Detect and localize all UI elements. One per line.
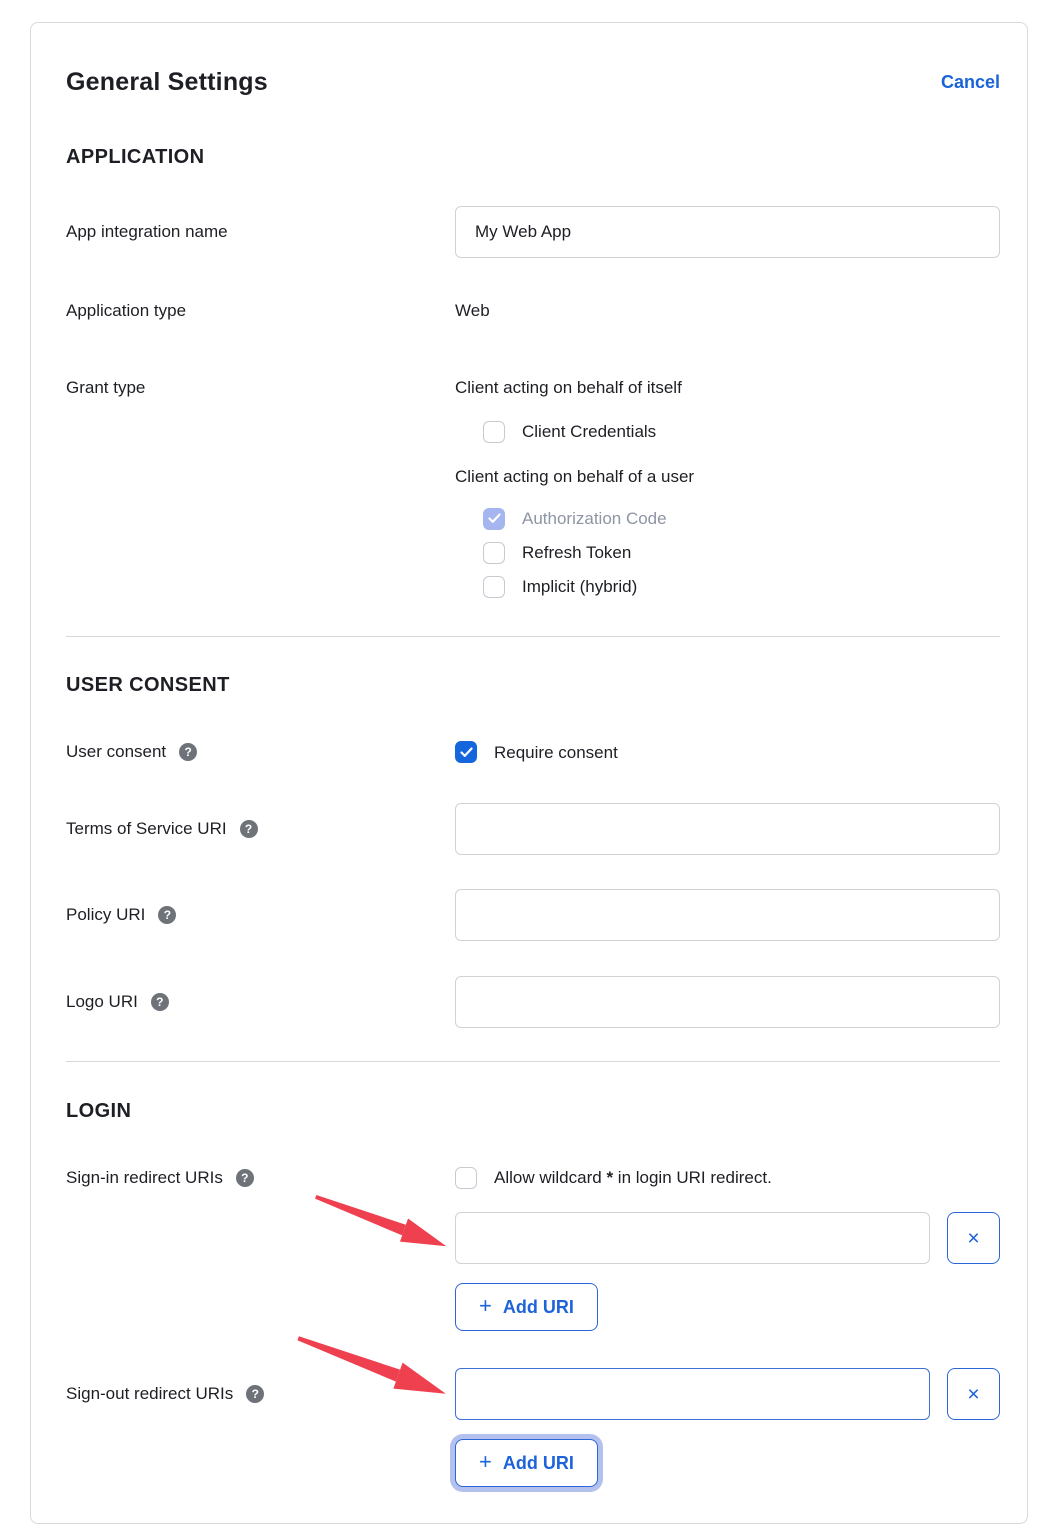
client-credentials-checkbox[interactable] [483, 421, 505, 443]
sign-out-redirect-uri-input[interactable] [455, 1368, 930, 1420]
refresh-token-checkbox[interactable] [483, 542, 505, 564]
section-divider [66, 1061, 1000, 1062]
terms-of-service-uri-input[interactable] [455, 803, 1000, 855]
add-sign-out-uri-button[interactable] [455, 1439, 598, 1487]
logo-uri-label: Logo URI [66, 992, 138, 1011]
close-icon: × [967, 1226, 980, 1250]
section-heading-login: LOGIN [66, 1100, 132, 1122]
add-uri-button-label: Add URI [502, 1452, 574, 1473]
allow-wildcard-checkbox[interactable] [455, 1167, 477, 1189]
require-consent-checkbox[interactable] [455, 741, 477, 763]
policy-uri-label: Policy URI [66, 905, 146, 924]
client-credentials-label: Client Credentials [522, 422, 657, 441]
form-row-policy-uri [66, 889, 1000, 941]
checkbox-row-refresh-token [483, 541, 1000, 564]
checkbox-row-require-consent [455, 741, 1000, 764]
sign-in-uri-row [455, 1212, 1000, 1264]
help-icon[interactable]: ? [179, 743, 197, 761]
form-row-sign-out-redirect-uris [66, 1368, 1000, 1487]
page-title: General Settings [66, 68, 268, 96]
card-header [66, 67, 1000, 97]
remove-uri-button[interactable] [947, 1212, 1000, 1264]
section-divider [66, 636, 1000, 637]
help-icon[interactable]: ? [246, 1385, 264, 1403]
authorization-code-checkbox [483, 508, 505, 530]
grant-group-title-itself: Client acting on behalf of itself [455, 378, 682, 397]
checkbox-row-client-credentials [483, 420, 1000, 443]
close-icon: × [967, 1382, 980, 1406]
allow-wildcard-label: Allow wildcard * in login URI redirect. [494, 1168, 772, 1187]
add-uri-button-label: Add URI [502, 1296, 574, 1317]
grant-group-title-user: Client acting on behalf of a user [455, 467, 695, 486]
implicit-hybrid-label: Implicit (hybrid) [522, 577, 638, 596]
help-icon[interactable]: ? [158, 906, 176, 924]
terms-of-service-uri-label: Terms of Service URI [66, 819, 227, 838]
implicit-hybrid-checkbox[interactable] [483, 576, 505, 598]
policy-uri-input[interactable] [455, 889, 1000, 941]
application-type-label: Application type [66, 301, 187, 320]
checkbox-row-implicit-hybrid [483, 575, 1000, 598]
plus-icon: + [479, 1449, 492, 1474]
sign-in-redirect-uris-label: Sign-in redirect URIs [66, 1168, 223, 1187]
help-icon[interactable]: ? [240, 820, 258, 838]
require-consent-label: Require consent [494, 742, 618, 762]
user-consent-label: User consent [66, 742, 167, 761]
general-settings-card [30, 22, 1028, 1524]
app-integration-name-label: App integration name [66, 222, 228, 241]
sign-in-redirect-uri-input[interactable] [455, 1212, 930, 1264]
checkbox-row-allow-wildcard [455, 1166, 1000, 1189]
form-row-user-consent [66, 740, 1000, 764]
remove-uri-button[interactable] [947, 1368, 1000, 1420]
form-row-terms-of-service-uri [66, 803, 1000, 855]
form-row-grant-type [66, 368, 1000, 598]
form-row-sign-in-redirect-uris [66, 1166, 1000, 1331]
sign-out-redirect-uris-label: Sign-out redirect URIs [66, 1384, 234, 1403]
authorization-code-label: Authorization Code [522, 509, 667, 528]
refresh-token-label: Refresh Token [522, 543, 632, 562]
application-type-value: Web [455, 301, 490, 320]
form-row-application-type [66, 298, 1000, 324]
form-row-app-integration-name [66, 206, 1000, 258]
app-integration-name-input[interactable] [455, 206, 1000, 258]
grant-type-label: Grant type [66, 378, 146, 397]
form-row-logo-uri [66, 976, 1000, 1028]
logo-uri-input[interactable] [455, 976, 1000, 1028]
help-icon[interactable]: ? [236, 1169, 254, 1187]
section-heading-user-consent: USER CONSENT [66, 674, 230, 696]
checkbox-row-authorization-code [483, 507, 1000, 530]
cancel-button[interactable]: Cancel [940, 72, 1000, 92]
help-icon[interactable]: ? [151, 993, 169, 1011]
plus-icon: + [479, 1293, 492, 1318]
sign-out-uri-row [455, 1368, 1000, 1420]
add-sign-in-uri-button[interactable] [455, 1283, 598, 1331]
section-heading-application: APPLICATION [66, 146, 205, 168]
